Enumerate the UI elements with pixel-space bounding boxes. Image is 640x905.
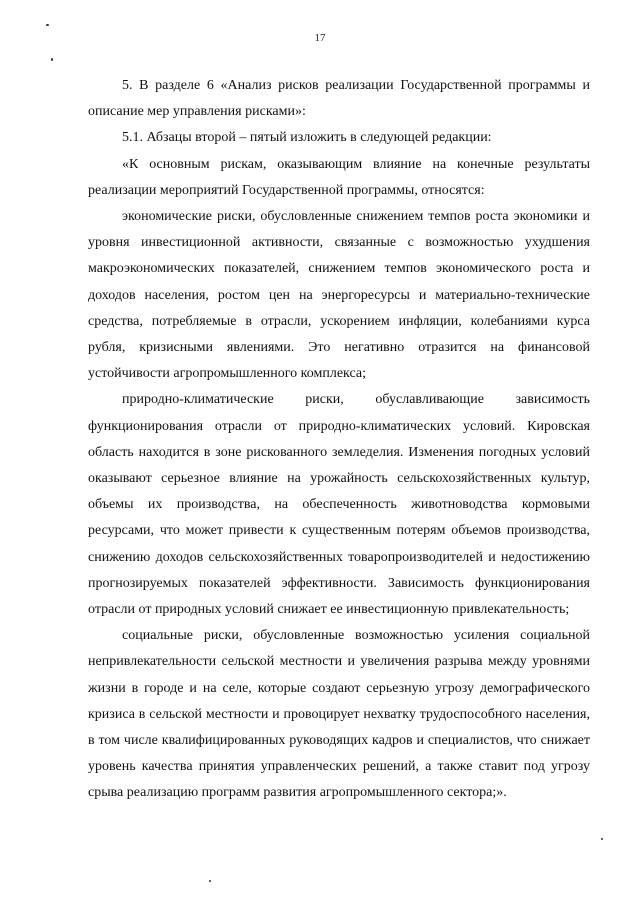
paragraph-climate-risks: природно-климатические риски, обуславливающие зависимость функционирования отрасли от природно-климатических условий. Кировская область находится в зоне рискованного земледелия. Изменения погодных условий оказывают серьезное влияние на урожайность сельскохозяйственных культур, объемы их производства, на обеспеченность животноводства кормовыми ресурсами, что может привести к существенным потерям объемов производства, снижению доходов сельскохозяйственных товаропроизводителей и недостижению прогнозируемых показателей эффективности. Зависимость функционирования отрасли от природных условий снижает ее инвестиционную привлекательность;: [88, 392, 590, 618]
scan-speck-1: [46, 24, 49, 26]
page-number: 17: [314, 32, 326, 44]
paragraph-economic-risks: экономические риски, обусловленные снижением темпов роста экономики и уровня инвестиционной активности, связанные с возможностью ухудшения макроэкономических показателей, снижением темпов экономического роста и доходов населения, ростом цен на энергоресурсы и материально-технические средства, потребляемые в отрасли, ускорением инфляции, колебаниями курса рубля, кризисными явлениями. Это негативно отразится на финансовой устойчивости агропромышленного комплекса;: [88, 209, 590, 382]
paragraph-risks-intro: «К основным рискам, оказывающим влияние на конечные результаты реализации мероприятий Государственной программы, относятся:: [88, 156, 590, 198]
paragraph-instruction: 5.1. Абзацы второй – пятый изложить в следующей редакции:: [122, 130, 492, 146]
paragraph-section-heading: 5. В разделе 6 «Анализ рисков реализации Государственной программы и описание мер управления рисками»:: [88, 78, 590, 120]
paragraph-social-risks: социальные риски, обусловленные возможностью усиления социальной непривлекательности сельской местности и увеличения разрыва между уровнями жизни в городе и на селе, которые создают серьезную угрозу демографического кризиса в сельской местности и провоцирует нехватку трудоспособного населения, в том числе квалифицированных руководящих кадров и специалистов, что снижает уровень качества принятия управленческих решений, а также ставит под угрозу срыва реализацию программ развития агропромышленного сектора;».: [88, 628, 590, 801]
scan-speck-2: [51, 58, 53, 61]
document-body: [88, 73, 590, 807]
scan-speck-3: [601, 838, 603, 840]
scan-speck-4: [209, 880, 211, 882]
